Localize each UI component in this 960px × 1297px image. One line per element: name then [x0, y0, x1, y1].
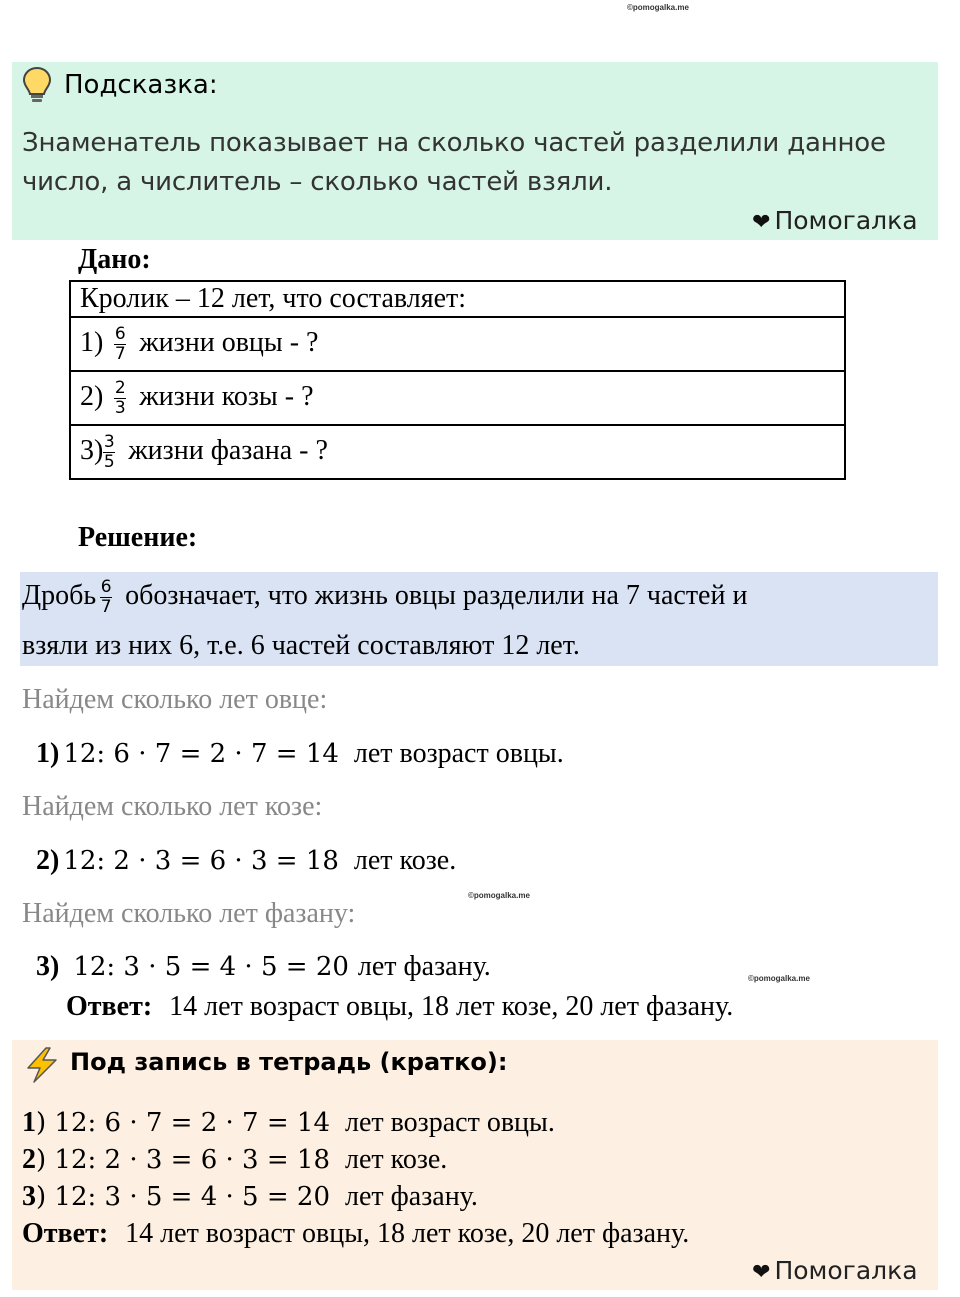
notebook-line: 1) 12: 6 · 7 = 2 · 7 = 14 лет возраст овцы.	[22, 1107, 555, 1138]
notebook-answer: Ответ: 14 лет возраст овцы, 18 лет козе, 20 лет фазану.	[22, 1218, 690, 1249]
hint-text: число, а числитель – сколько частей взяли.	[22, 167, 613, 197]
lightbulb-icon	[22, 66, 52, 104]
lightning-icon	[22, 1046, 62, 1084]
notebook-line: 2) 12: 2 · 3 = 6 · 3 = 18 лет козе.	[22, 1144, 448, 1175]
explanation-line: Дробь $\frac{6}{7}$ обозначает, что жизнь овцы разделили на 7 частей и	[22, 577, 748, 617]
fraction: $\frac{6}{7}$	[100, 577, 112, 617]
step-caption: Найдем сколько лет овце:	[22, 684, 328, 715]
notebook-title: Под запись в тетрадь (кратко):	[70, 1048, 508, 1076]
row-number: 2)	[80, 380, 104, 412]
brand-signature	[752, 206, 918, 235]
given-table	[69, 280, 846, 480]
brand-label: Помогалка	[774, 1256, 918, 1285]
fraction: $\frac{2}{3}$	[114, 377, 126, 418]
given-row	[70, 425, 845, 479]
step-1: 1) 12: 6 · 7 = 2 · 7 = 14 лет возраст овцы.	[36, 738, 564, 769]
given-row	[70, 371, 845, 425]
step-2: 2) 12: 2 · 3 = 6 · 3 = 18 лет козе.	[36, 845, 457, 876]
row-text: жизни овцы - ?	[139, 326, 319, 358]
given-header: Кролик – 12 лет, что составляет:	[70, 281, 845, 317]
step-caption: Найдем сколько лет фазану:	[22, 898, 356, 929]
brand-signature	[752, 1256, 918, 1285]
step-3: 3) 12: 3 · 5 = 4 · 5 = 20 лет фазану.	[36, 951, 491, 982]
fraction: $\frac{6}{7}$	[114, 323, 126, 364]
heart-icon: ❤	[752, 1259, 771, 1284]
notebook-line: 3) 12: 3 · 5 = 4 · 5 = 20 лет фазану.	[22, 1181, 478, 1212]
watermark: ©pomogalka.me	[748, 974, 810, 983]
watermark: ©pomogalka.me	[468, 891, 530, 900]
given-title: Дано:	[78, 244, 151, 275]
heart-icon: ❤	[752, 209, 771, 234]
hint-text: Знаменатель показывает на сколько частей разделили данное	[22, 128, 886, 158]
explanation-line: взяли из них 6, т.е. 6 частей составляют 12 лет.	[22, 630, 580, 661]
step-caption: Найдем сколько лет козе:	[22, 791, 323, 822]
row-number: 3)	[80, 434, 104, 466]
hint-title: Подсказка:	[64, 70, 218, 100]
solution-title: Решение:	[78, 522, 198, 553]
fraction: $\frac{3}{5}$	[103, 431, 115, 472]
watermark: ©pomogalka.me	[627, 3, 689, 12]
row-text: жизни фазана - ?	[128, 434, 328, 466]
row-number: 1)	[80, 326, 104, 358]
brand-label: Помогалка	[774, 206, 918, 235]
row-text: жизни козы - ?	[139, 380, 314, 412]
given-row	[70, 317, 845, 371]
answer: Ответ: 14 лет возраст овцы, 18 лет козе, 20 лет фазану.	[66, 991, 734, 1022]
